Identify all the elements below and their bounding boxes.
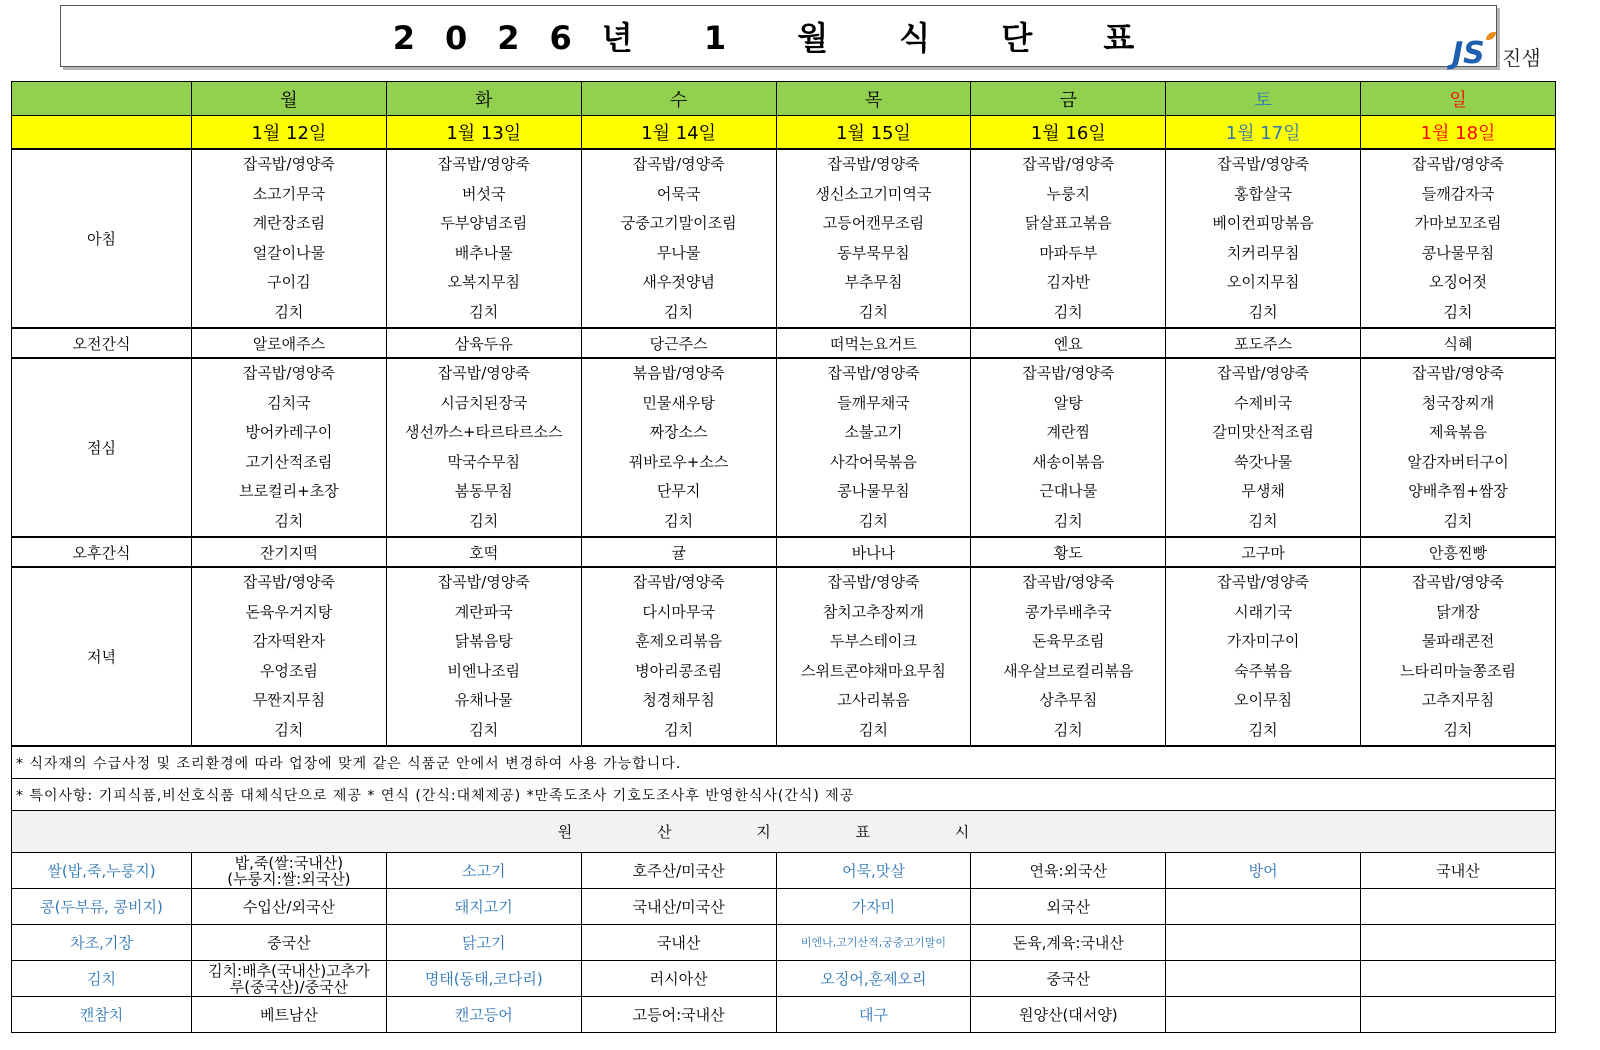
- origin-item: 차조,기장: [12, 925, 192, 961]
- meal-cell: [1166, 149, 1361, 328]
- menu-item: 계란찜: [1046, 423, 1091, 441]
- menu-item: 새우젓양념: [642, 273, 715, 291]
- menu-item: 무나물: [656, 243, 701, 262]
- origin-country: 외국산: [971, 889, 1166, 925]
- menu-item: 수제비국: [1234, 393, 1293, 412]
- menu-item: 김치: [1053, 302, 1083, 321]
- snack-item: 떠먹는요거트: [776, 328, 971, 358]
- snack-item: 포도주스: [1166, 328, 1361, 358]
- menu-item: 오복지무침: [447, 273, 520, 291]
- origin-item: 방어: [1166, 853, 1361, 889]
- menu-item: 김치: [858, 720, 888, 739]
- menu-item: 방어카레구이: [245, 423, 333, 441]
- menu-item: 누룽지: [1046, 184, 1091, 203]
- meal-cell: [386, 567, 581, 746]
- menu-item: 잡곡밥/영양죽: [242, 364, 335, 382]
- meal-cell: [386, 358, 581, 537]
- origin-item: 닭고기: [386, 925, 581, 961]
- menu-item: 느타리마늘쫑조림: [1400, 661, 1516, 680]
- menu-item: 어묵국: [656, 184, 701, 203]
- menu-item: 마파두부: [1039, 243, 1098, 262]
- menu-item: 궁중고기말이조림: [620, 214, 737, 232]
- meal-cell: [1166, 567, 1361, 746]
- menu-item: 양배추찜+쌈장: [1408, 482, 1508, 500]
- origin-item: [1166, 925, 1361, 961]
- menu-item: 비엔나조림: [447, 661, 520, 680]
- meal-cell: [581, 358, 776, 537]
- menu-item: 시래기국: [1234, 602, 1293, 621]
- menu-item: 잡곡밥/영양죽: [437, 573, 530, 591]
- snack-item: 식혜: [1361, 328, 1556, 358]
- origin-country: 국내산/미국산: [581, 889, 776, 925]
- origin-country: 국내산: [581, 925, 776, 961]
- menu-item: 오이지무침: [1226, 273, 1300, 291]
- day-date: 1월 18일: [1361, 116, 1556, 150]
- menu-item: 오이무침: [1234, 691, 1293, 709]
- menu-item: 시금치된장국: [440, 393, 528, 412]
- day-name: 화: [386, 82, 581, 116]
- note-text: * 식자재의 수급사정 및 조리환경에 따라 업장에 맞게 같은 식품군 안에서 변경하여 사용 가능합니다.: [12, 746, 1556, 779]
- menu-item: 김치: [858, 302, 888, 321]
- day-name: 금: [971, 82, 1166, 116]
- origin-item: 콩(두부류, 콩비지): [12, 889, 192, 925]
- menu-item: 참치고추장찌개: [822, 602, 925, 621]
- menu-item: 돈육무조림: [1032, 632, 1105, 650]
- meal-label: 점심: [12, 358, 192, 537]
- origin-country: 연육:외국산: [971, 853, 1166, 889]
- menu-item: 김치: [664, 302, 694, 321]
- origin-item: 김치: [12, 961, 192, 997]
- menu-item: 생신소고기미역국: [815, 184, 932, 203]
- menu-item: 잡곡밥/영양죽: [437, 155, 530, 173]
- logo-name: 진샘: [1502, 46, 1541, 70]
- menu-item: 새송이볶음: [1032, 452, 1105, 471]
- meal-cell: [581, 567, 776, 746]
- menu-item: 계란장조림: [252, 214, 326, 232]
- menu-item: 잡곡밥/영양죽: [1412, 364, 1505, 382]
- meal-cell: [192, 358, 387, 537]
- menu-item: 두부스테이크: [829, 632, 917, 650]
- menu-item: 김치: [1053, 720, 1083, 739]
- day-date: 1월 14일: [581, 116, 776, 150]
- meal-cell: [192, 149, 387, 328]
- day-date: 1월 16일: [971, 116, 1166, 150]
- menu-item: 훈제오리볶음: [635, 632, 723, 650]
- menu-item: 김치: [469, 511, 499, 530]
- menu-item: 브로컬리+초장: [239, 482, 339, 500]
- meal-cell: [776, 358, 971, 537]
- origin-country: 돈육,계육:국내산: [971, 925, 1166, 961]
- menu-item: 잡곡밥/영양죽: [1412, 573, 1505, 591]
- menu-item: 잡곡밥/영양죽: [242, 155, 335, 173]
- menu-item: 볶음밥/영양죽: [632, 364, 725, 382]
- corner-cell: [12, 116, 192, 150]
- origin-item: 캔참치: [12, 997, 192, 1033]
- menu-item: 가자미구이: [1226, 632, 1300, 650]
- menu-item: 생선까스+타르타르소스: [405, 423, 563, 441]
- menu-item: 두부양념조림: [440, 214, 528, 232]
- menu-item: 김치: [1443, 720, 1473, 739]
- snack-label: 오후간식: [12, 537, 192, 567]
- origin-item: 대구: [776, 997, 971, 1033]
- menu-item: 고기산적조림: [245, 452, 333, 471]
- menu-item: 단무지: [656, 482, 701, 500]
- menu-item: 막국수무침: [447, 452, 520, 471]
- snack-item: 고구마: [1166, 537, 1361, 567]
- menu-item: 잡곡밥/영양죽: [1217, 155, 1310, 173]
- menu-item: 무생채: [1241, 482, 1285, 500]
- day-name: 목: [776, 82, 971, 116]
- menu-item: 병아리콩조림: [635, 661, 723, 680]
- origin-item: 어묵,맛살: [776, 853, 971, 889]
- menu-item: 콩나물무침: [1421, 243, 1495, 262]
- meal-cell: [1361, 149, 1556, 328]
- origin-item: [1166, 889, 1361, 925]
- origin-item: 돼지고기: [386, 889, 581, 925]
- day-name: 토: [1166, 82, 1361, 116]
- menu-item: 잡곡밥/영양죽: [1022, 573, 1115, 591]
- day-date: 1월 13일: [386, 116, 581, 150]
- meal-cell: [1361, 567, 1556, 746]
- menu-item: 짜장소스: [649, 423, 708, 441]
- menu-item: 고사리볶음: [837, 691, 910, 709]
- title-box: [60, 5, 1497, 67]
- snack-label: 오전간식: [12, 328, 192, 358]
- logo-mark: JS: [1452, 36, 1485, 71]
- origin-item: 비엔나,고기산적,궁중고기말이: [776, 925, 971, 961]
- menu-item: 오징어젓: [1429, 273, 1488, 291]
- menu-item: 제육볶음: [1429, 423, 1488, 441]
- menu-item: 김치: [858, 511, 888, 530]
- day-date: 1월 15일: [776, 116, 971, 150]
- snack-item: 안흥찐빵: [1361, 537, 1556, 567]
- menu-item: 김치: [1053, 511, 1083, 530]
- company-logo: [1452, 36, 1557, 76]
- menu-item: 상추무침: [1039, 691, 1098, 709]
- snack-item: 당근주스: [581, 328, 776, 358]
- meal-cell: [971, 567, 1166, 746]
- menu-item: 김치: [1248, 720, 1278, 739]
- menu-item: 청경채무침: [642, 691, 715, 709]
- meal-cell: [1361, 358, 1556, 537]
- menu-item: 꿔바로우+소스: [628, 452, 729, 471]
- menu-item: 잡곡밥/영양죽: [827, 155, 920, 173]
- meal-label: 아침: [12, 149, 192, 328]
- snack-item: 알로애주스: [192, 328, 387, 358]
- menu-item: 소불고기: [844, 423, 903, 441]
- menu-item: 새우살브로컬리볶음: [1003, 661, 1134, 680]
- menu-item: 김자반: [1046, 273, 1091, 291]
- menu-item: 민물새우탕: [642, 393, 715, 412]
- menu-item: 김치: [1443, 302, 1473, 321]
- origin-country: 고등어:국내산: [581, 997, 776, 1033]
- menu-item: 잡곡밥/영양죽: [632, 573, 725, 591]
- snack-item: 엔요: [971, 328, 1166, 358]
- meal-cell: [776, 149, 971, 328]
- origin-country: [1361, 997, 1556, 1033]
- menu-item: 얼갈이나물: [252, 243, 326, 262]
- note-text: * 특이사항: 기피식품,비선호식품 대체식단으로 제공 * 연식 (간식:대체제공) *만족도조사 기호도조사후 반영한식사(간식) 제공: [12, 779, 1556, 811]
- origin-item: 캔고등어: [386, 997, 581, 1033]
- origin-item: [1166, 961, 1361, 997]
- snack-item: 호떡: [386, 537, 581, 567]
- menu-item: 김치: [664, 511, 694, 530]
- origin-country: 중국산: [192, 925, 387, 961]
- menu-item: 동부묵무침: [837, 243, 910, 262]
- meal-cell: [1166, 358, 1361, 537]
- meal-label: 저녁: [12, 567, 192, 746]
- menu-item: 고추지무침: [1421, 691, 1495, 709]
- menu-item: 닭개장: [1436, 602, 1480, 621]
- day-date: 1월 17일: [1166, 116, 1361, 150]
- menu-item: 부추무침: [844, 273, 903, 291]
- origin-country: [1361, 925, 1556, 961]
- corner-cell: [12, 82, 192, 116]
- origin-country: 수입산/외국산: [192, 889, 387, 925]
- menu-item: 물파래콘전: [1421, 632, 1495, 650]
- menu-item: 잡곡밥/영양죽: [1412, 155, 1505, 173]
- origin-item: 가자미: [776, 889, 971, 925]
- menu-item: 콩나물무침: [837, 482, 910, 500]
- menu-item: 잡곡밥/영양죽: [1022, 364, 1115, 382]
- menu-item: 배추나물: [454, 243, 513, 262]
- menu-item: 근대나물: [1039, 482, 1098, 500]
- menu-item: 베이컨피망볶음: [1212, 214, 1314, 232]
- menu-item: 갈미맛산적조림: [1212, 423, 1314, 441]
- menu-item: 감자떡완자: [252, 632, 326, 650]
- menu-item: 김치: [274, 720, 304, 739]
- menu-item: 잡곡밥/영양죽: [437, 364, 530, 382]
- day-date: 1월 12일: [192, 116, 387, 150]
- meal-cell: [386, 149, 581, 328]
- origin-country: 김치:배추(국내산)고추가 루(중국산)/중국산: [192, 961, 387, 997]
- origin-country: 베트남산: [192, 997, 387, 1033]
- menu-item: 홍합살국: [1234, 184, 1293, 203]
- origin-item: 오징어,훈제오리: [776, 961, 971, 997]
- menu-item: 닭살표고볶음: [1024, 214, 1112, 232]
- snack-item: 황도: [971, 537, 1166, 567]
- menu-item: 잡곡밥/영양죽: [827, 364, 920, 382]
- origin-country: 국내산: [1361, 853, 1556, 889]
- menu-item: 유채나물: [454, 691, 513, 709]
- menu-item: 김치: [274, 302, 304, 321]
- menu-item: 스위트콘야채마요무침: [801, 661, 946, 680]
- menu-item: 소고기무국: [252, 184, 326, 203]
- meal-cell: [192, 567, 387, 746]
- meal-cell: [971, 358, 1166, 537]
- menu-item: 치커리무침: [1226, 243, 1300, 262]
- menu-item: 콩가루배추국: [1024, 602, 1112, 621]
- origin-country: 원양산(대서양): [971, 997, 1166, 1033]
- origin-country: 러시아산: [581, 961, 776, 997]
- menu-item: 무짠지무침: [252, 691, 326, 709]
- menu-item: 들깨감자국: [1421, 184, 1495, 203]
- menu-item: 김치: [1248, 511, 1278, 530]
- origin-country: 밥,죽(쌀:국내산) (누룽지:쌀:외국산): [192, 853, 387, 889]
- menu-item: 김치: [664, 720, 694, 739]
- menu-item: 알탕: [1053, 393, 1083, 412]
- menu-item: 숙주볶음: [1234, 661, 1293, 680]
- menu-item: 닭볶음탕: [454, 632, 513, 650]
- menu-item: 김치: [1248, 302, 1278, 321]
- origin-item: 소고기: [386, 853, 581, 889]
- page-title: 2026년 1 월 식 단 표: [392, 19, 1165, 57]
- snack-item: 바나나: [776, 537, 971, 567]
- snack-item: 잔기지떡: [192, 537, 387, 567]
- menu-item: 다시마무국: [642, 602, 715, 621]
- origin-country: [1361, 889, 1556, 925]
- menu-item: 우엉조림: [259, 661, 318, 680]
- origin-title: 원 산 지 표 시: [12, 811, 1556, 853]
- menu-item: 잡곡밥/영양죽: [1022, 155, 1115, 173]
- menu-item: 김치: [1443, 511, 1473, 530]
- menu-item: 잡곡밥/영양죽: [1217, 573, 1310, 591]
- menu-item: 알감자버터구이: [1407, 452, 1509, 471]
- menu-item: 가마보꼬조림: [1414, 214, 1502, 232]
- menu-item: 계란파국: [454, 602, 513, 621]
- menu-item: 김치: [274, 511, 304, 530]
- menu-item: 고등어캔무조림: [822, 214, 925, 232]
- origin-item: 명태(동태,코다리): [386, 961, 581, 997]
- menu-item: 봄동무침: [454, 482, 513, 500]
- day-name: 일: [1361, 82, 1556, 116]
- meal-cell: [971, 149, 1166, 328]
- menu-item: 들깨무채국: [837, 393, 910, 412]
- meal-cell: [776, 567, 971, 746]
- snack-item: 귤: [581, 537, 776, 567]
- menu-item: 쑥갓나물: [1234, 452, 1293, 471]
- menu-item: 잡곡밥/영양죽: [632, 155, 725, 173]
- menu-item: 돈육우거지탕: [245, 602, 333, 621]
- menu-table: [11, 81, 1556, 1033]
- menu-item: 잡곡밥/영양죽: [242, 573, 335, 591]
- snack-item: 삼육두유: [386, 328, 581, 358]
- menu-item: 잡곡밥/영양죽: [1217, 364, 1310, 382]
- origin-country: 호주산/미국산: [581, 853, 776, 889]
- menu-item: 김치: [469, 302, 499, 321]
- day-name: 수: [581, 82, 776, 116]
- menu-item: 버섯국: [462, 184, 506, 203]
- day-name: 월: [192, 82, 387, 116]
- meal-cell: [581, 149, 776, 328]
- menu-item: 잡곡밥/영양죽: [827, 573, 920, 591]
- origin-item: [1166, 997, 1361, 1033]
- menu-item: 김치국: [267, 393, 311, 412]
- menu-item: 구이김: [267, 273, 311, 291]
- menu-item: 청국장찌개: [1421, 393, 1495, 412]
- origin-country: [1361, 961, 1556, 997]
- menu-item: 김치: [469, 720, 499, 739]
- menu-item: 사각어묵볶음: [829, 452, 917, 471]
- origin-item: 쌀(밥,죽,누룽지): [12, 853, 192, 889]
- origin-country: 중국산: [971, 961, 1166, 997]
